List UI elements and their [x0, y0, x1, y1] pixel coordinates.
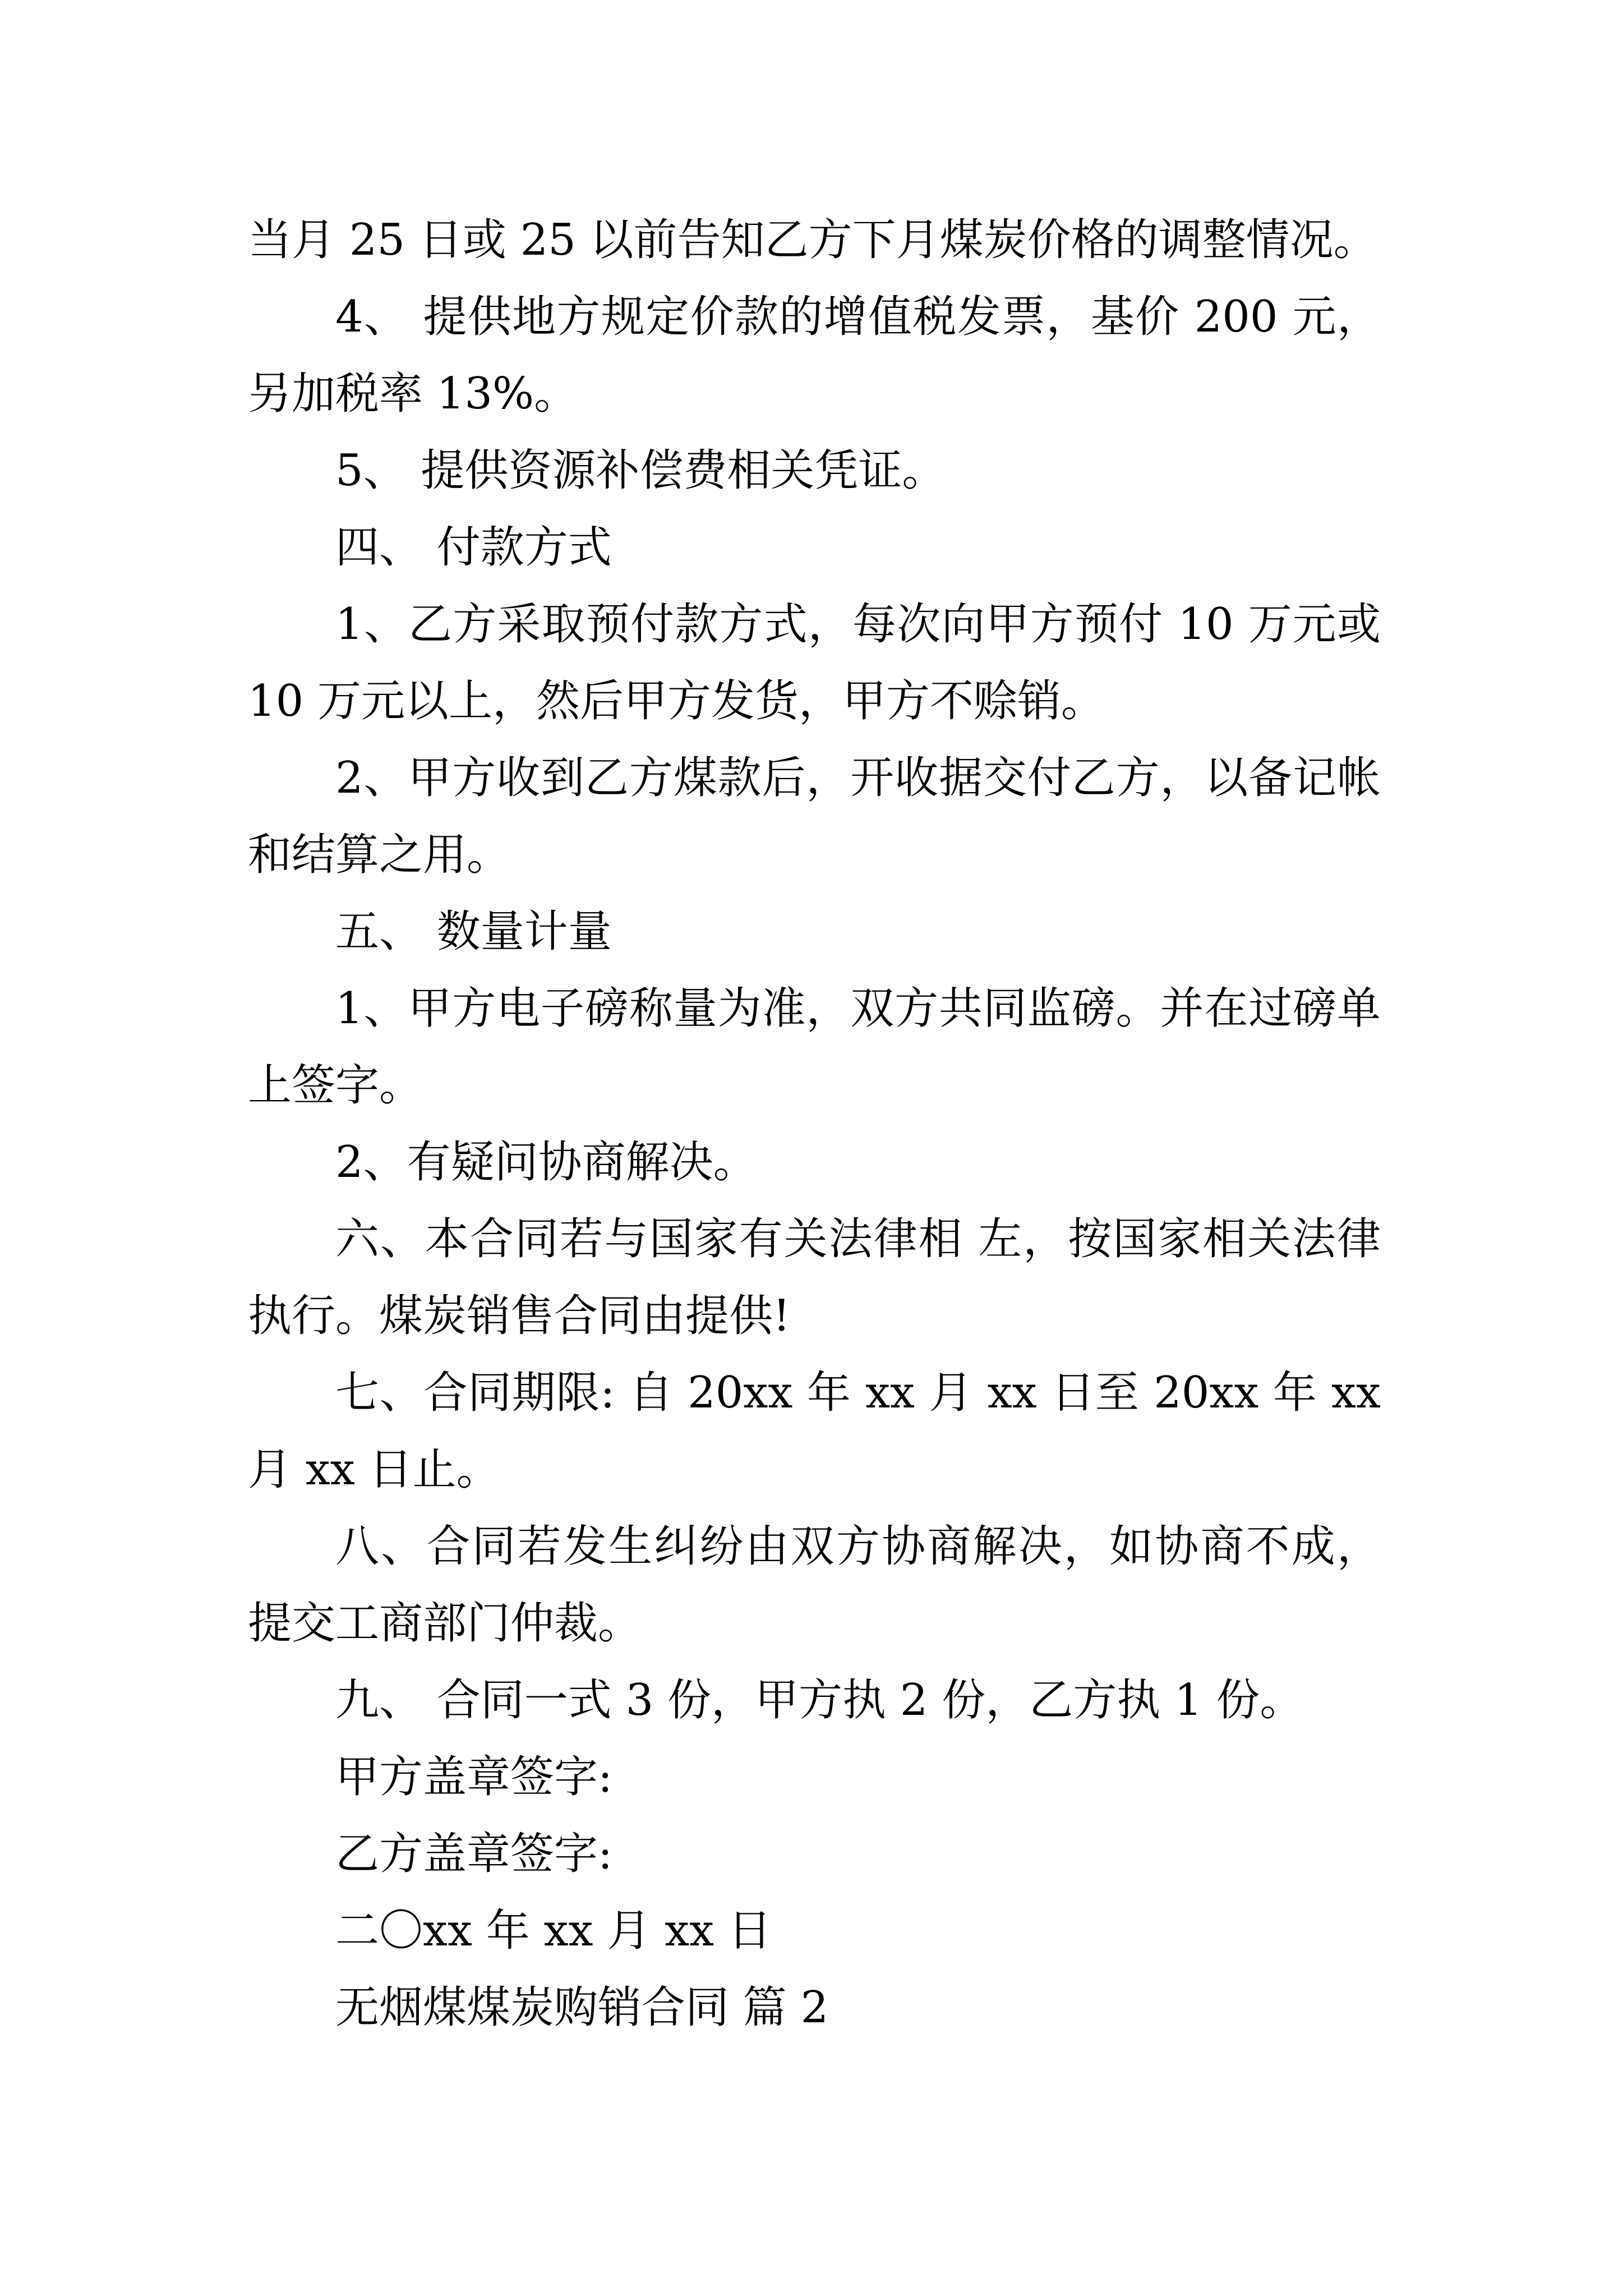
next-contract-title: 无烟煤煤炭购销合同 篇 2 — [335, 1982, 829, 2033]
paragraph-prepayment-clause: 1、乙方采取预付款方式，每次向甲方预付 10 万元或 10 万元以上，然后甲方发货，甲方不赊销。 — [248, 599, 1381, 726]
section-heading-payment: 四、 付款方式 — [335, 522, 612, 573]
paragraph-copies-clause: 九、 合同一式 3 份，甲方执 2 份，乙方执 1 份。 — [335, 1675, 1304, 1726]
paragraph-term-clause: 七、合同期限: 自 20xx 年 xx 月 xx 日至 20xx 年 xx 月 xx 日止。 — [248, 1368, 1381, 1495]
party-b-signature-label: 乙方盖章签字: — [335, 1829, 613, 1879]
paragraph-law-clause: 六、本合同若与国家有关法律相 左，按国家相关法律执行。煤炭销售合同由提供! — [248, 1214, 1381, 1341]
paragraph-invoice-clause: 4、 提供地方规定价款的增值税发票，基价 200 元，另加税率 13%。 — [248, 292, 1381, 419]
signing-date: 二〇xx 年 xx 月 xx 日 — [335, 1906, 772, 1956]
paragraph-weighing-clause: 1、甲方电子磅称量为准，双方共同监磅。并在过磅单上签字。 — [248, 983, 1381, 1111]
paragraph-receipt-clause: 2、甲方收到乙方煤款后，开收据交付乙方，以备记帐和结算之用。 — [248, 753, 1381, 880]
section-heading-quantity: 五、 数量计量 — [335, 907, 612, 957]
paragraph-dispute-weighing: 2、有疑问协商解决。 — [335, 1137, 757, 1188]
paragraph-arbitration-clause: 八、合同若发生纠纷由双方协商解决，如协商不成，提交工商部门仲裁。 — [248, 1521, 1381, 1649]
party-a-signature-label: 甲方盖章签字: — [335, 1752, 613, 1802]
contract-body — [248, 202, 1381, 2046]
paragraph-compensation-clause: 5、 提供资源补偿费相关凭证。 — [335, 445, 946, 496]
paragraph-price-notice: 当月 25 日或 25 以前告知乙方下月煤炭价格的调整情况。 — [248, 215, 1377, 265]
